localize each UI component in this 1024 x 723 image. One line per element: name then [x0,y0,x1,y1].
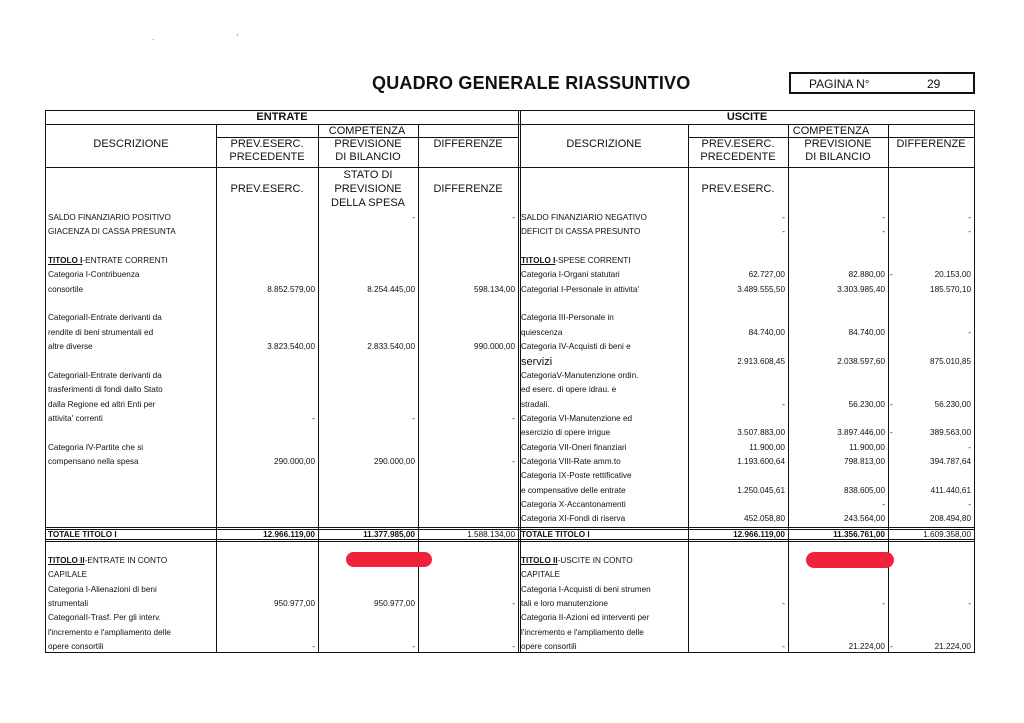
entrate-row-bil: 950.977,00 [374,599,415,609]
entrate-row-bil: - [412,642,415,652]
row-descr-text: -ENTRATE IN CONTO [84,556,168,565]
row-descr-text: GIACENZA DI CASSA PRESUNTA [48,227,176,237]
uscite-row-descr [521,269,620,281]
entrate-subheader-stato: STATO DI [343,169,393,181]
uscite-row-bil: - [882,599,885,609]
entrate-row-diff: - [512,599,515,609]
row-descr-text: -ENTRATE CORRENTI [82,256,168,266]
uscite-row-descr [521,499,626,511]
uscite-row-descr [521,384,616,396]
uscite-row-prev: 1.193.600,64 [737,456,785,466]
entrate-row-prev: - [312,642,315,652]
uscite-row-bil: 56.230,00 [848,399,885,409]
uscite-row-descr [521,312,614,324]
uscite-row-descr [521,327,562,339]
redaction-mark-right [806,552,894,568]
uscite-row-descr [521,555,633,567]
uscite-row-diff: - [968,500,971,509]
uscite-row-descr [521,212,647,224]
entrate-row-descr [48,255,168,267]
scan-specks: . ' [152,33,278,42]
entrate-diff-header: DIFFERENZE [433,138,503,150]
page-number: 29 [927,77,941,91]
uscite-row-descr [521,641,577,653]
uscite-row-bil: - [882,227,885,237]
entrate-bil-header-2: DI BILANCIO [335,151,401,163]
uscite-total-bil: 11.356.761,00 [833,530,885,539]
row-descr-text: Categoria IX-Poste rettificative [521,471,632,481]
uscite-diff-header: DIFFERENZE [896,138,966,150]
row-descr-text: opere consortili [521,642,577,652]
row-descr-text: ed eserc. di opere idrau. e [521,385,617,395]
uscite-row-descr [521,598,608,610]
uscite-row-diff: 411.440,61 [930,485,971,495]
entrate-row-descr [48,312,162,324]
uscite-row-prev: 11.900,00 [749,442,785,452]
row-descr-text: quiescenza [521,327,563,337]
uscite-row-bil: 798.813,00 [844,456,885,466]
entrate-row-descr [48,212,171,224]
row-descr-text: l'incremento e l'ampliamento delle [48,627,171,637]
row-descr-text: opere consortili [48,642,104,652]
uscite-row-prev: 3.507.883,00 [737,428,785,438]
entrate-row-descr [48,641,104,653]
uscite-row-minus: - [890,428,893,438]
uscite-row-bil: 2.038.597,60 [837,356,885,366]
entrate-row-descr [48,284,83,296]
row-descr-text: Categoria VIII-Rate amm.to [521,456,621,466]
row-descr-text: altre diverse [48,342,93,352]
uscite-row-prev: 84.740,00 [748,327,785,337]
uscite-row-bil: 11.900,00 [849,442,885,452]
uscite-row-minus: - [890,642,893,652]
uscite-row-descr [521,413,632,425]
uscite-row-descr [521,442,627,454]
entrate-row-diff: - [512,413,515,423]
uscite-row-bil: 84.740,00 [848,327,885,337]
uscite-prev-header: PREV.ESERC. [701,138,775,150]
uscite-descr-header: DESCRIZIONE [566,138,642,150]
uscite-row-prev: 2.913.608,45 [737,356,785,366]
uscite-row-descr [521,627,644,639]
row-descr-text: tali e loro manutenzione [521,599,608,609]
entrate-row-descr [48,269,139,281]
row-descr-text: -SPESE CORRENTI [555,256,631,266]
uscite-row-bil: - [882,500,885,509]
uscite-row-diff: - [968,213,971,222]
row-descr-text: DEFICIT DI CASSA PRESUNTO [521,227,641,237]
entrate-row-descr [48,413,103,425]
uscite-total-label: TOTALE TITOLO I [521,530,590,539]
uscite-row-descr [521,513,625,525]
uscite-row-descr [521,612,649,624]
entrate-prev-header: PREV.ESERC. [230,138,304,150]
uscite-row-prev: - [782,599,785,609]
row-descr-text: Categoria X-Accantonamenti [521,500,626,509]
entrate-row-diff: 598.134,00 [474,284,515,294]
entrate-col-divider [216,125,217,652]
row-descr-text: Categoria XI-Fondi di riserva [521,514,626,524]
entrate-row-descr [48,226,176,238]
row-descr-text: esercizio di opere irrigue [521,428,611,438]
uscite-row-diff: - [968,442,971,452]
row-descr-text: CategoriaV-Manutenzione ordin. [521,370,639,380]
entrate-subheader-prev: PREV.ESERC. [230,183,304,195]
center-divider [518,111,519,652]
entrate-total-diff: 1.588.134,00 [467,530,515,539]
entrate-row-descr [48,627,171,639]
total-rule-top [46,527,974,528]
uscite-row-diff: 389.563,00 [930,428,971,438]
uscite-prev-header-2: PRECEDENTE [700,151,776,163]
uscite-row-bil: - [882,213,885,222]
uscite-row-diff: 185.570,10 [930,284,971,294]
uscite-row-diff: 21.224,00 [934,642,971,652]
uscite-row-diff: - [968,599,971,609]
row-descr-text: attivita' correnti [48,413,103,423]
uscite-row-diff: 20.153,00 [934,270,971,280]
summary-table [45,110,975,653]
entrate-section-header: ENTRATE [256,111,308,123]
entrate-total-label: TOTALE TITOLO I [48,530,117,539]
entrate-row-descr [48,327,153,339]
entrate-row-descr [48,442,143,454]
uscite-row-diff: 394.787,64 [930,456,971,466]
entrate-row-descr [48,399,155,411]
row-descr-text: servizi [521,355,553,368]
row-descr-text: Categoria II-Azioni ed interventi per [521,613,650,623]
uscite-row-prev: 3.489.555,50 [737,284,785,294]
uscite-bil-header: PREVISIONE [804,138,872,150]
entrate-subheader-stato-3: DELLA SPESA [331,197,405,209]
uscite-row-descr [521,456,621,468]
uscite-col-divider [688,125,689,652]
entrate-descr-header: DESCRIZIONE [93,138,169,150]
uscite-row-bil: 3.897.446,00 [837,428,885,438]
uscite-row-descr [521,427,610,439]
entrate-row-bil: - [412,413,415,423]
entrate-row-descr [48,584,157,596]
entrate-row-prev: 290.000,00 [274,456,315,466]
row-descr-text: Categoria I-Acquisti di beni strumen [521,584,651,594]
entrate-row-descr [48,612,161,624]
entrate-subheader-stato-2: PREVISIONE [334,183,402,195]
uscite-row-minus: - [890,399,893,409]
row-descr-text: -USCITE IN CONTO [557,556,633,565]
row-descr-text: Categoria VI-Manutenzione ed [521,413,633,423]
row-descr-text: SALDO FINANZIARIO POSITIVO [48,213,171,222]
uscite-total-prev: 12.966.119,00 [733,530,785,539]
entrate-row-diff: - [512,213,515,222]
uscite-row-bil: 3.303.985,40 [837,284,885,294]
page-number-box [789,72,975,94]
entrate-total-bil: 11.377.985,00 [363,530,415,539]
redaction-mark-left [346,552,432,567]
entrate-row-descr [48,456,139,468]
uscite-row-descr [521,584,651,596]
entrate-row-descr [48,569,87,581]
entrate-row-descr [48,370,162,382]
uscite-row-descr [521,485,626,497]
page-label: PAGINA N° [809,77,870,91]
uscite-row-prev: - [782,227,785,237]
header-bottom-rule [46,167,974,168]
row-descr-text: consortile [48,284,84,294]
row-descr-text: Categoria IV-Partite che si [48,442,144,452]
uscite-row-bil: 243.564,00 [844,514,885,524]
entrate-row-prev: - [312,413,315,423]
uscite-row-prev: 62.727,00 [748,270,785,280]
uscite-row-bil: 21.224,00 [848,642,885,652]
entrate-row-bil: 2.833.540,00 [367,342,415,352]
entrate-row-bil: 290.000,00 [374,456,415,466]
row-descr-text: stradali. [521,399,550,409]
row-descr-text: Categoria I-Contribuenza [48,270,140,280]
uscite-row-prev: 452.058,80 [744,514,785,524]
row-descr-text: rendite di beni strumentali ed [48,327,154,337]
row-descr-text: Categoria I-Alienazioni di beni [48,584,157,594]
entrate-row-diff: - [512,642,515,652]
uscite-total-diff: 1.609.358,00 [923,530,971,539]
entrate-prev-header-2: PRECEDENTE [229,151,305,163]
uscite-row-diff: - [968,327,971,337]
uscite-row-bil: 838.605,00 [844,485,885,495]
entrate-row-diff: 990.000,00 [474,342,515,352]
row-descr-text: CategoriaII-Entrate derivanti da [48,313,162,323]
uscite-row-prev: - [782,642,785,652]
row-descr-text: Categoria IV-Acquisti di beni e [521,342,631,352]
uscite-row-minus: - [890,270,893,280]
row-descr-text: strumentali [48,599,89,609]
entrate-subheader-diff: DIFFERENZE [433,183,503,195]
uscite-row-diff: - [968,227,971,237]
row-descr-text: Categoria III-Personale in [521,313,614,323]
uscite-row-bil: 82.880,00 [848,270,885,280]
entrate-row-descr [48,555,167,567]
uscite-row-descr [521,370,638,382]
titolo-label: TITOLO II [521,556,558,565]
uscite-row-diff: 208.494,80 [930,514,971,524]
entrate-row-prev: 8.852.579,00 [267,284,315,294]
row-descr-text: CAPITALE [521,570,560,580]
row-descr-text: compensano nella spesa [48,456,139,466]
uscite-bil-header-2: DI BILANCIO [805,151,871,163]
row-descr-text: dalla Regione ed altri Enti per [48,399,156,409]
row-descr-text: CAPILALE [48,570,88,580]
uscite-row-prev: - [782,213,785,222]
uscite-competenza: COMPETENZA [792,125,870,137]
entrate-col-divider [418,125,419,652]
uscite-row-diff: 56.230,00 [934,399,971,409]
uscite-row-diff: 875.010,85 [930,356,971,366]
uscite-row-descr [521,356,552,369]
entrate-bil-header: PREVISIONE [334,138,402,150]
row-descr-text: Categoria I-Organi statutari [521,270,620,280]
row-descr-text: Categoria VII-Oneri finanziari [521,442,627,452]
uscite-row-descr [521,255,631,267]
uscite-row-descr [521,341,631,353]
titolo-label: TITOLO I [48,256,83,266]
uscite-row-descr [521,226,640,238]
page-title: QUADRO GENERALE RIASSUNTIVO [372,73,691,93]
entrate-row-descr [48,384,163,396]
entrate-row-descr [48,598,88,610]
entrate-competenza: COMPETENZA [328,125,406,137]
entrate-total-prev: 12.966.119,00 [263,530,315,539]
row-descr-text: trasferimenti di fondi dallo Stato [48,385,163,395]
uscite-row-descr [521,399,550,411]
entrate-row-bil: - [412,213,415,222]
uscite-row-descr [521,470,632,482]
entrate-row-diff: - [512,456,515,466]
uscite-row-prev: 1.250.045,61 [737,485,785,495]
row-descr-text: CategoriaII-Entrate derivanti da [48,370,162,380]
entrate-row-bil: 8.254.445,00 [367,284,415,294]
entrate-row-descr [48,341,93,353]
row-descr-text: CategoriaI I-Personale in attivita' [521,284,640,294]
uscite-row-prev: - [782,399,785,409]
uscite-col-divider [888,125,889,652]
uscite-subheader-prev: PREV.ESERC. [701,183,775,195]
row-descr-text: CategoriaII-Trasf. Per gli interv. [48,613,161,623]
titolo-label: TITOLO II [48,556,85,565]
uscite-col-divider [788,125,789,652]
row-descr-text: l'incremento e l'ampliamento delle [521,627,644,637]
entrate-row-prev: 3.823.540,00 [267,342,315,352]
uscite-section-header: USCITE [726,111,768,123]
uscite-row-descr [521,569,560,581]
uscite-row-descr [521,284,639,296]
entrate-row-prev: 950.977,00 [274,599,315,609]
row-descr-text: e compensative delle entrate [521,485,626,495]
titolo-label: TITOLO I [521,256,556,266]
total-rule-bottom2 [46,541,974,542]
row-descr-text: SALDO FINANZIARIO NEGATIVO [521,213,647,222]
